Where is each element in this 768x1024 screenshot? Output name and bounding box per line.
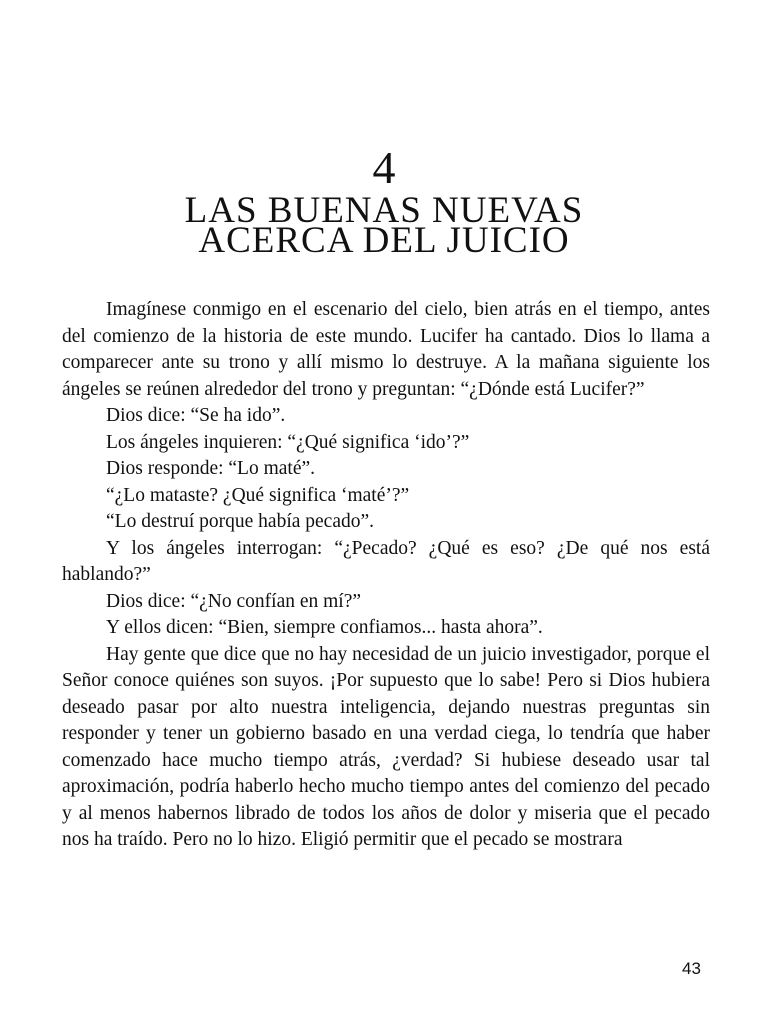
- chapter-title-line-2: ACERCA DEL JUICIO: [198, 220, 570, 261]
- paragraph: “¿Lo mataste? ¿Qué significa ‘maté’?”: [106, 484, 410, 506]
- paragraph: Imagínese conmigo en el escenario del cielo, bien atrás en el tiempo, antes del comienzo de la historia de este mundo. Lucifer ha cantado. Dios lo llama a comparecer ante su trono y allí mismo lo destruye. A la mañana siguiente los ángeles se reúnen alrededor del trono y preguntan: “¿Dónde está Lucifer?”: [62, 299, 710, 400]
- paragraph: Y ellos dicen: “Bien, siempre confiamos... hasta ahora”.: [106, 617, 543, 638]
- paragraph: Y los ángeles interrogan: “¿Pecado? ¿Qué es eso? ¿De qué nos está hablando?”: [62, 537, 710, 585]
- paragraph: Hay gente que dice que no hay necesidad de un juicio investigador, porque el Señor conoce quiénes son suyos. ¡Por supuesto que lo sabe! Pero si Dios hubiera deseado pasar por alto nuestra inteligencia, dejando nuestras preguntas sin responder y tener un gobierno basado en una verdad ciega, lo tendría que haber comenzado hace mucho tiempo atrás, ¿verdad? Si hubiese deseado usar tal aproximación, podría haberlo hecho mucho tiempo antes del comienzo del pecado y al menos habernos librado de todos los años de dolor y miseria que el pecado nos ha traído. Pero no lo hizo. Eligió permitir que el pecado se mostrara: [62, 643, 710, 850]
- chapter-body: [62, 297, 710, 854]
- chapter-number: 4: [372, 142, 396, 193]
- paragraph: Dios dice: “¿No confían en mí?”: [106, 590, 362, 612]
- paragraph: Dios dice: “Se ha ido”.: [106, 405, 286, 426]
- paragraph: Los ángeles inquieren: “¿Qué significa ‘ido’?”: [106, 431, 470, 453]
- page-number: 43: [682, 959, 701, 978]
- chapter-title-line-1: LAS BUENAS NUEVAS: [184, 190, 584, 231]
- paragraph: “Lo destruí porque había pecado”.: [106, 511, 375, 532]
- paragraph: Dios responde: “Lo maté”.: [106, 458, 316, 479]
- chapter-title: [0, 190, 768, 261]
